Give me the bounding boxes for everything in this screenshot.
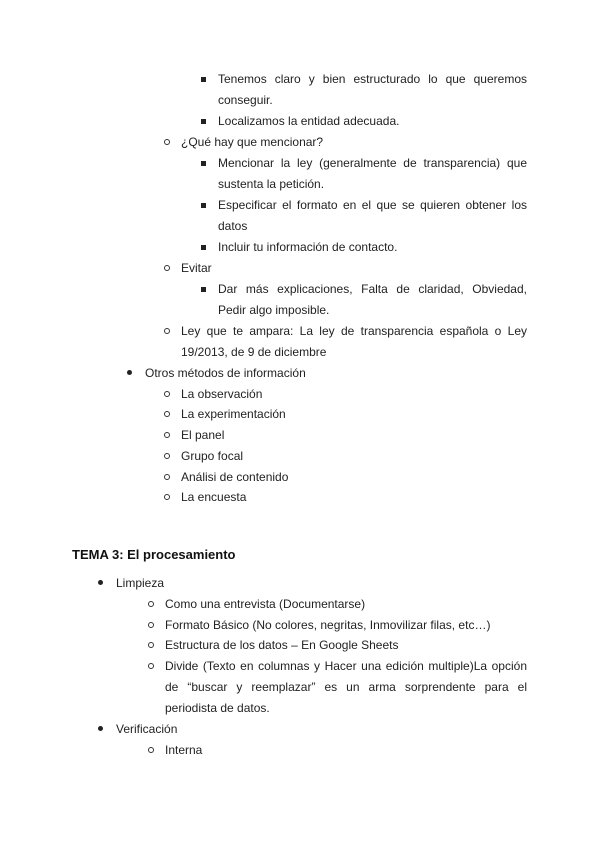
circle-bullet-icon <box>164 448 170 459</box>
list-item-text: Pedir algo imposible. <box>218 303 330 317</box>
square-bullet-icon <box>201 239 206 250</box>
square-bullet-icon <box>201 71 206 82</box>
list-item-text: Especificar el formato en el que se quieren obtener los <box>218 198 527 212</box>
circle-bullet-icon <box>164 323 170 334</box>
list-item-text: Tenemos claro y bien estructurado lo que queremos <box>218 72 527 86</box>
list-item-text: La encuesta <box>181 490 247 504</box>
list-item-text: Divide (Texto en columnas y Hacer una edición multiple)La opción <box>165 659 527 673</box>
list-item-text: Limpieza <box>116 576 165 590</box>
list-item-text: de “buscar y reemplazar” es un arma sorprendente para el <box>165 680 527 694</box>
list-item-text: Dar más explicaciones, Falta de claridad, Obviedad, <box>218 282 527 296</box>
list-item-text: Interna <box>165 743 203 757</box>
list-item-text: Verificación <box>116 722 178 736</box>
circle-bullet-icon <box>164 260 170 271</box>
list-item-text: Ley que te ampara: La ley de transparencia española o Ley <box>181 324 527 338</box>
circle-bullet-icon <box>148 637 154 648</box>
list-item-text: Grupo focal <box>181 449 244 463</box>
list-item-text: Mencionar la ley (generalmente de transparencia) que <box>218 156 527 170</box>
list-item-text: Estructura de los datos – En Google Sheets <box>165 638 399 652</box>
square-bullet-icon <box>201 281 206 292</box>
list-item-text: Localizamos la entidad adecuada. <box>218 114 400 128</box>
circle-bullet-icon <box>164 134 170 145</box>
circle-bullet-icon <box>148 617 154 628</box>
disc-bullet-icon <box>98 575 103 585</box>
disc-bullet-icon <box>98 721 103 731</box>
list-item-text: 19/2013, de 9 de diciembre <box>181 345 327 359</box>
list-item-text: Formato Básico (No colores, negritas, Inmovilizar filas, etc…) <box>165 618 491 632</box>
circle-bullet-icon <box>148 596 154 607</box>
circle-bullet-icon <box>164 406 170 417</box>
list-item-text: Otros métodos de información <box>145 366 306 380</box>
list-item-text: sustenta la petición. <box>218 177 325 191</box>
list-item-text: Como una entrevista (Documentarse) <box>165 597 366 611</box>
list-item-text: El panel <box>181 428 225 442</box>
list-item-text: datos <box>218 219 248 233</box>
list-item-text: La experimentación <box>181 407 286 421</box>
circle-bullet-icon <box>164 427 170 438</box>
list-item-text: Evitar <box>181 261 212 275</box>
list-item-text: Incluir tu información de contacto. <box>218 240 398 254</box>
circle-bullet-icon <box>148 742 154 753</box>
list-item-text: Análisi de contenido <box>181 470 289 484</box>
square-bullet-icon <box>201 197 206 208</box>
disc-bullet-icon <box>127 365 132 375</box>
circle-bullet-icon <box>164 489 170 500</box>
square-bullet-icon <box>201 113 206 124</box>
square-bullet-icon <box>201 155 206 166</box>
section-heading: TEMA 3: El procesamiento <box>72 547 236 562</box>
list-item-text: periodista de datos. <box>165 701 270 715</box>
list-item-text: ¿Qué hay que mencionar? <box>181 135 324 149</box>
circle-bullet-icon <box>148 658 154 669</box>
circle-bullet-icon <box>164 386 170 397</box>
list-item-text: conseguir. <box>218 93 273 107</box>
list-item-text: La observación <box>181 387 263 401</box>
circle-bullet-icon <box>164 469 170 480</box>
